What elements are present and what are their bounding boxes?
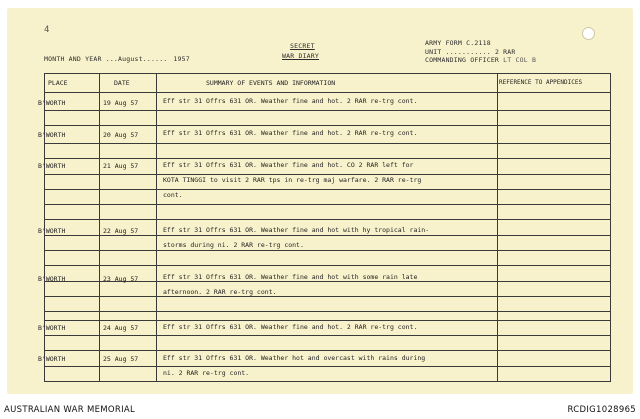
row-date: 24 Aug 57 [103, 324, 139, 332]
unit-value: 2 RAR [494, 48, 516, 56]
row-place: B'WORTH [38, 99, 66, 107]
row-place: B'WORTH [38, 355, 66, 363]
rule [44, 204, 611, 205]
row-date: 25 Aug 57 [103, 355, 139, 363]
row-summary [163, 351, 493, 381]
row-date: 19 Aug 57 [103, 99, 139, 107]
commanding-officer-line [425, 56, 536, 64]
row-place: B'WORTH [38, 275, 66, 283]
summary-line: Eff str 31 Offrs 631 OR. Weather hot and overcast with rains during [163, 354, 426, 362]
unit-label: UNIT [425, 48, 442, 56]
row-summary [163, 223, 493, 253]
column-header-date: DATE [114, 79, 130, 87]
row-summary [163, 270, 493, 300]
row-place: B'WORTH [38, 131, 66, 139]
row-summary [163, 94, 493, 109]
month-year-label [44, 55, 190, 63]
table-header-border [44, 92, 611, 93]
co-label: COMMANDING OFFICER [425, 56, 500, 64]
unit-dots: ........... [441, 48, 495, 56]
summary-line: KOTA TINGGI to visit 2 RAR tps in re-trg maj warfare. 2 RAR re-trg [163, 176, 422, 184]
army-form-label: ARMY FORM C.2118 [425, 39, 491, 47]
secret-heading: SECRET [290, 42, 315, 50]
row-place: B'WORTH [38, 324, 66, 332]
summary-line: Eff str 31 Offrs 631 OR. Weather fine and hot. CO 2 RAR left for [163, 161, 414, 169]
corner-mark: 4 [44, 25, 50, 35]
row-place: B'WORTH [38, 227, 66, 235]
rule [44, 110, 611, 111]
footer-collection-name: AUSTRALIAN WAR MEMORIAL [4, 405, 136, 415]
month-year-label-text: MONTH AND YEAR ... [44, 55, 119, 63]
column-header-reference: REFERENCE TO APPENDICES [499, 79, 583, 86]
row-summary [163, 158, 493, 203]
row-date: 23 Aug 57 [103, 275, 139, 283]
rule [44, 219, 611, 220]
table-top-border [44, 73, 611, 74]
month-dots: ...... [142, 55, 168, 63]
month-value: August [118, 55, 143, 63]
punch-hole [582, 27, 595, 40]
summary-line: Eff str 31 Offrs 631 OR. Weather fine and hot. 2 RAR re-trg cont. [163, 129, 418, 137]
summary-line: Eff str 31 Offrs 631 OR. Weather fine and hot with hy tropical rain- [163, 226, 430, 234]
row-place: B'WORTH [38, 162, 66, 170]
year-value: 1957 [173, 55, 190, 63]
row-date: 20 Aug 57 [103, 131, 139, 139]
unit-line [425, 48, 516, 56]
row-date: 22 Aug 57 [103, 227, 139, 235]
rule [44, 311, 611, 312]
table-bottom-border [44, 381, 611, 382]
rule [44, 143, 611, 144]
rule [44, 265, 611, 266]
summary-line: ni. 2 RAR re-trg cont. [163, 369, 250, 377]
summary-line: afternoon. 2 RAR re-trg cont. [163, 288, 277, 296]
summary-line: storms during ni. 2 RAR re-trg cont. [163, 241, 304, 249]
column-header-summary: SUMMARY OF EVENTS AND INFORMATION [206, 79, 336, 87]
war-diary-heading: WAR DIARY [282, 52, 320, 60]
row-date: 21 Aug 57 [103, 162, 139, 170]
row-summary [163, 126, 493, 141]
column-header-place: PLACE [48, 79, 68, 87]
summary-line: Eff str 31 Offrs 631 OR. Weather fine and hot. 2 RAR re-trg cont. [163, 97, 418, 105]
co-value: LT COL B [503, 56, 537, 64]
summary-line: Eff str 31 Offrs 631 OR. Weather fine and hot. 2 RAR re-trg cont. [163, 323, 418, 331]
rule [44, 335, 611, 336]
summary-line: cont. [163, 191, 183, 199]
footer-record-id: RCDIG1028965 [567, 405, 636, 415]
summary-line: Eff str 31 Offrs 631 OR. Weather fine and hot with some rain late [163, 273, 418, 281]
row-summary [163, 320, 493, 335]
